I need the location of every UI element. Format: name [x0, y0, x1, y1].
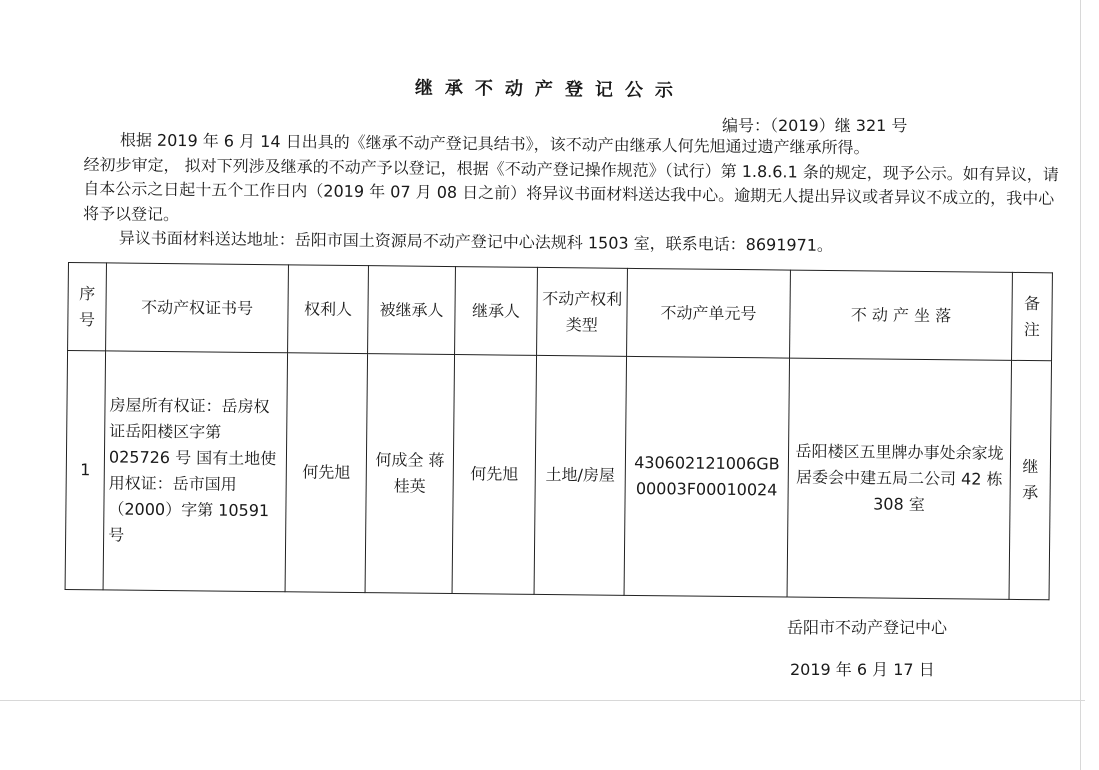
issuer-name: 岳阳市不动产登记中心 — [787, 618, 948, 637]
header-holder: 权利人 — [288, 265, 369, 354]
cell-seq: 1 — [65, 351, 106, 590]
header-cert: 不动产权证书号 — [106, 263, 289, 353]
notice-paragraph: 根据 2019 年 6 月 14 日出具的《继承不动产登记具结书》，该不动产由继承人何先旭通过遗产继承所得。 — [119, 130, 870, 158]
header-note: 备注 — [1012, 272, 1053, 360]
header-deceased: 被继承人 — [368, 266, 456, 355]
scan-edge-line — [0, 700, 1085, 701]
cell-deceased: 何成全 蒋桂英 — [365, 354, 454, 594]
cell-unit-no: 430602121006GB00003F00010024 — [624, 356, 789, 597]
header-location: 不 动 产 坐 落 — [790, 270, 1013, 360]
notice-body — [83, 128, 1064, 261]
table-row — [65, 351, 1051, 600]
header-seq: 序号 — [68, 263, 107, 351]
notice-paragraph: 异议书面材料送达地址：岳阳市国土资源局不动产登记中心法规科 1503 室，联系电话：8691971。 — [118, 228, 834, 256]
issue-date: 2019 年 6 月 17 日 — [790, 660, 935, 679]
document-title: 继承不动产登记公示 — [414, 77, 686, 102]
header-unit-no: 不动产单元号 — [627, 268, 791, 358]
table-header-row — [68, 263, 1053, 361]
cell-holder: 何先旭 — [285, 353, 367, 593]
cell-cert: 房屋所有权证：岳房权证岳阳楼区字第 025726 号 国有土地使用权证：岳市国用（2000）字第 10591 号 — [103, 351, 287, 592]
cell-location: 岳阳楼区五里牌办事处余家垅居委会中建五局二公司 42 栋 308 室 — [787, 358, 1011, 599]
cell-heir: 何先旭 — [452, 355, 536, 595]
scan-edge-line — [1080, 0, 1081, 770]
registration-table — [65, 262, 1053, 600]
cell-right-type: 土地/房屋 — [534, 355, 626, 595]
document-number: 编号：（2019）继 321 号 — [722, 116, 908, 135]
header-heir: 继承人 — [455, 267, 538, 356]
notice-paragraph: 经初步审定， 拟对下列涉及继承的不动产予以登记，根据《不动产登记操作规范》（试行）第 1.8.6.1 条的规定，现予公示。如有异议，请自本公示之日起十五个工作日内（2019 年 07 月 08 日之前）将异议书面材料送达我中心。逾期无人提出异议或者异议不成立的，我中心将予以登记。 — [83, 154, 1059, 224]
header-right-type: 不动产权利类型 — [537, 267, 628, 356]
cell-note: 继承 — [1009, 360, 1052, 599]
